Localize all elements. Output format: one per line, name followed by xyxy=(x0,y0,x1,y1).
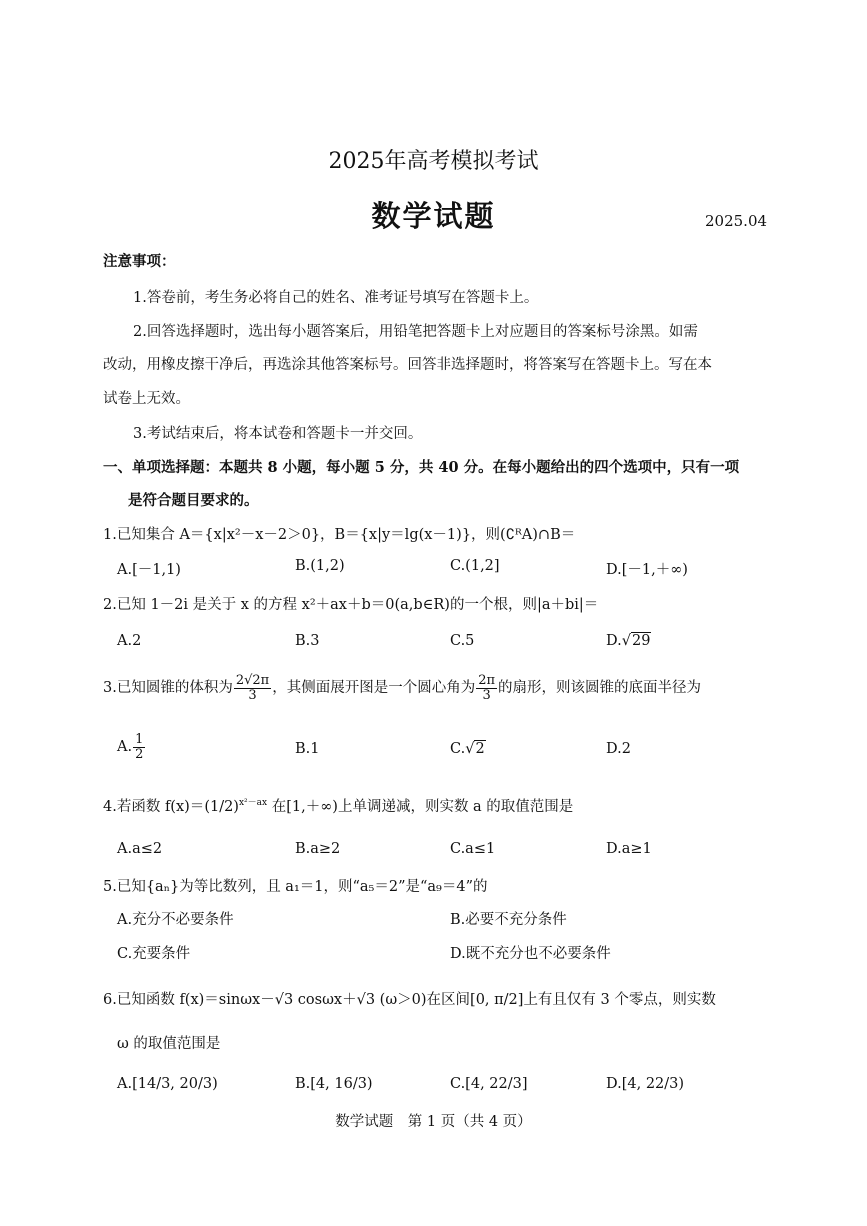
q4-option-d: D.a≥1 xyxy=(606,841,652,857)
q2-option-d-radicand: 29 xyxy=(631,633,651,649)
q4-stem-pre: 4.若函数 f(x)＝ xyxy=(103,799,205,815)
q1-stem: 1.已知集合 A＝{x|x²－x－2＞0}，B＝{x|y＝lg(x－1)}，则(∁ᴿA)∩B＝ xyxy=(103,527,576,543)
q3-volume-denominator: 3 xyxy=(248,687,257,703)
q4-option-b: B.a≥2 xyxy=(295,841,341,857)
q6-interval: [0, π/2] xyxy=(470,992,524,1008)
q4-stem-post: 在[1,＋∞)上单调递减，则实数 a 的取值范围是 xyxy=(271,799,574,815)
q2-option-b: B.3 xyxy=(295,633,320,649)
notice-item-2-line2: 改动，用橡皮擦干净后，再选涂其他答案标号。回答非选择题时，将答案写在答题卡上。写在本 xyxy=(103,357,712,373)
q4-option-a: A.a≤2 xyxy=(117,841,163,857)
q4-option-c: C.a≤1 xyxy=(450,841,496,857)
notice-item-3: 3.考试结束后，将本试卷和答题卡一并交回。 xyxy=(133,426,423,442)
q5-option-c: C.充要条件 xyxy=(117,946,191,962)
q2-option-d-prefix: D. xyxy=(606,633,622,649)
q1-option-d: D.[－1,＋∞) xyxy=(606,562,688,578)
notice-item-1: 1.答卷前，考生务必将自己的姓名、准考证号填写在答题卡上。 xyxy=(133,290,539,306)
q3-option-c: C.√2 xyxy=(450,741,485,757)
q4-stem xyxy=(103,795,573,816)
q6-option-d: D.[4, 22/3) xyxy=(606,1076,685,1092)
notice-item-2-line3: 试卷上无效。 xyxy=(103,391,190,407)
q2-option-a: A.2 xyxy=(117,633,142,649)
q4-exponent: x²－ax xyxy=(238,798,268,809)
q6-option-b: B.[4, 16/3) xyxy=(295,1076,373,1092)
q3-angle-numerator: 2π xyxy=(478,673,496,688)
q5-option-b: B.必要不充分条件 xyxy=(450,912,567,928)
q3-option-c-radicand: 2 xyxy=(475,741,485,757)
q5-stem: 5.已知{aₙ}为等比数列，且 a₁＝1，则“a₅＝2”是“a₉＝4”的 xyxy=(103,879,488,895)
q3-option-a-numerator: 1 xyxy=(135,732,144,747)
q3-option-c-prefix: C. xyxy=(450,741,466,757)
q3-option-a xyxy=(117,733,146,761)
page-footer: 数学试题 第 1 页（共 4 页） xyxy=(335,1114,532,1130)
exam-date: 2025.04 xyxy=(705,212,768,230)
q6-option-c: C.[4, 22/3] xyxy=(450,1076,528,1092)
q2-stem: 2.已知 1－2i 是关于 x 的方程 x²＋ax＋b＝0(a,b∈R)的一个根，则|a＋bi|＝ xyxy=(103,597,599,613)
q3-angle-fraction xyxy=(476,674,497,702)
q4-base: (1/2) xyxy=(204,799,239,815)
subject-title: 数学试题 xyxy=(371,199,496,233)
q3-option-b: B.1 xyxy=(295,741,320,757)
notice-heading: 注意事项： xyxy=(103,253,176,270)
q3-angle-denominator: 3 xyxy=(482,687,491,703)
section1-heading: 一、单项选择题：本题共 8 小题，每小题 5 分，共 40 分。在每小题给出的四个选项中，只有一项 xyxy=(103,459,740,476)
section1-heading-line2: 是符合题目要求的。 xyxy=(128,492,259,509)
q1-option-a: A.[－1,1) xyxy=(117,562,181,578)
q6-option-a: A.[14/3, 20/3) xyxy=(117,1076,218,1092)
q5-option-a: A.充分不必要条件 xyxy=(117,912,234,928)
q2-option-c: C.5 xyxy=(450,633,475,649)
notice-item-2-line1: 2.回答选择题时，选出每小题答案后，用铅笔把答题卡上对应题目的答案标号涂黑。如需 xyxy=(133,324,698,340)
q3-stem-mid: ，其侧面展开图是一个圆心角为 xyxy=(272,680,476,697)
q3-stem-pre: 3.已知圆锥的体积为 xyxy=(103,680,233,697)
q3-stem-post: 的扇形，则该圆锥的底面半径为 xyxy=(498,680,702,697)
q6-stem-pre: 6.已知函数 f(x)＝sinωx－√3 cosωx＋√3 (ω＞0)在区间 xyxy=(103,992,471,1008)
q1-option-c: C.(1,2] xyxy=(450,558,500,574)
q3-stem xyxy=(103,674,701,702)
q3-option-d: D.2 xyxy=(606,741,631,757)
q3-volume-fraction xyxy=(234,674,271,702)
q6-stem-post: 上有且仅有 3 个零点，则实数 xyxy=(523,992,716,1008)
q2-option-d: D.√29 xyxy=(606,633,651,649)
q5-option-d: D.既不充分也不必要条件 xyxy=(450,946,611,962)
q1-option-b: B.(1,2) xyxy=(295,558,345,574)
exam-title: 2025年高考模拟考试 xyxy=(328,149,539,174)
q6-stem xyxy=(103,988,716,1009)
q3-volume-numerator: 2√2π xyxy=(235,673,270,688)
q3-option-a-denominator: 2 xyxy=(135,746,144,762)
q6-stem-line2: ω 的取值范围是 xyxy=(117,1036,221,1052)
q3-option-a-prefix: A. xyxy=(117,739,133,756)
